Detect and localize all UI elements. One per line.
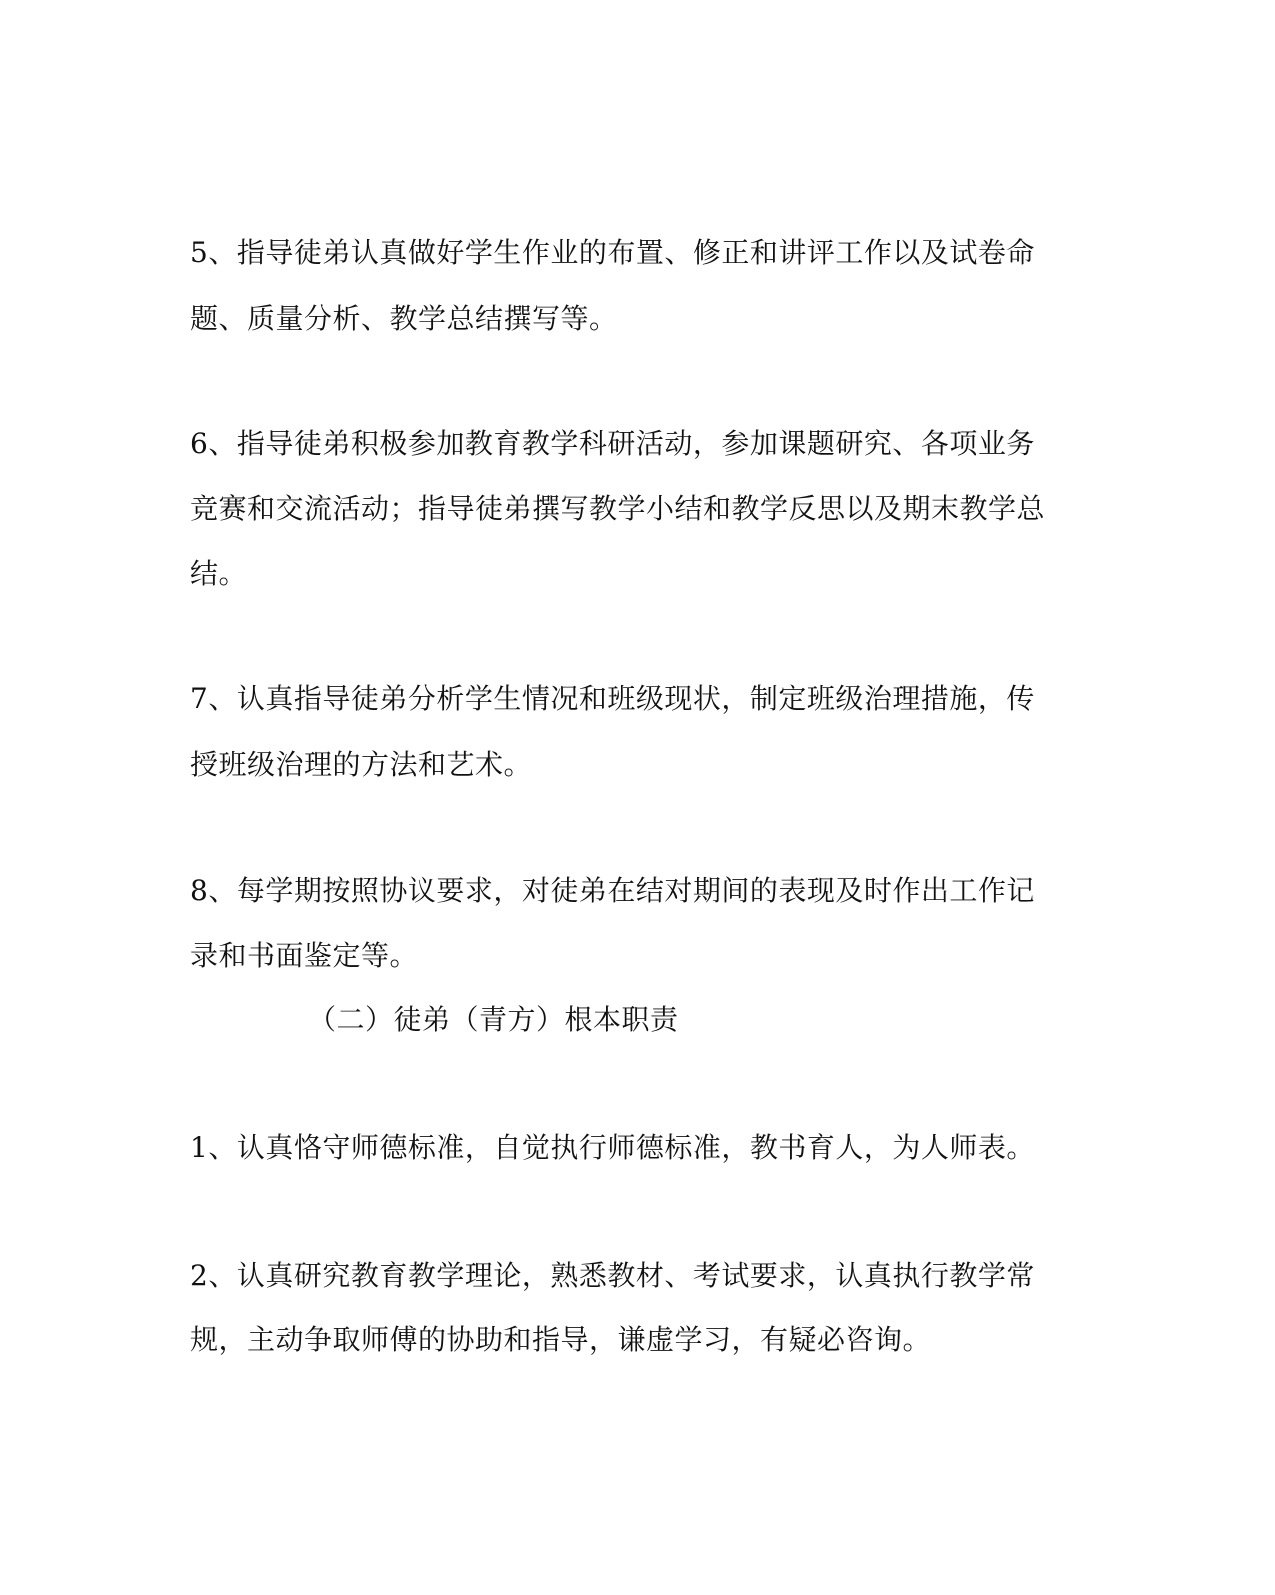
paragraph-7-line-1: 7、认真指导徒弟分析学生情况和班级现状，制定班级治理措施，传 — [190, 682, 1035, 715]
paragraph-6-line-2: 竞赛和交流活动；指导徒弟撰写教学小结和教学反思以及期末教学总 — [190, 492, 1046, 525]
section-heading: （二）徒弟（青方）根本职责 — [308, 1003, 679, 1036]
paragraph-5-line-2: 题、质量分析、教学总结撰写等。 — [190, 302, 618, 335]
paragraph-8-line-2: 录和书面鉴定等。 — [190, 939, 419, 972]
paragraph-6-line-1: 6、指导徒弟积极参加教育教学科研活动，参加课题研究、各项业务 — [190, 427, 1035, 460]
paragraph-7-line-2: 授班级治理的方法和艺术。 — [190, 748, 533, 781]
apprentice-item-2-line-2: 规，主动争取师傅的协助和指导，谦虚学习，有疑必咨询。 — [190, 1323, 932, 1356]
apprentice-item-2-line-1: 2、认真研究教育教学理论，熟悉教材、考试要求，认真执行教学常 — [190, 1259, 1035, 1292]
paragraph-6-line-3: 结。 — [190, 557, 248, 590]
apprentice-item-1-line-1: 1、认真恪守师德标准，自觉执行师德标准，教书育人，为人师表。 — [190, 1131, 1035, 1164]
paragraph-8-line-1: 8、每学期按照协议要求，对徒弟在结对期间的表现及时作出工作记 — [190, 874, 1035, 907]
paragraph-5-line-1: 5、指导徒弟认真做好学生作业的布置、修正和讲评工作以及试卷命 — [190, 236, 1035, 269]
